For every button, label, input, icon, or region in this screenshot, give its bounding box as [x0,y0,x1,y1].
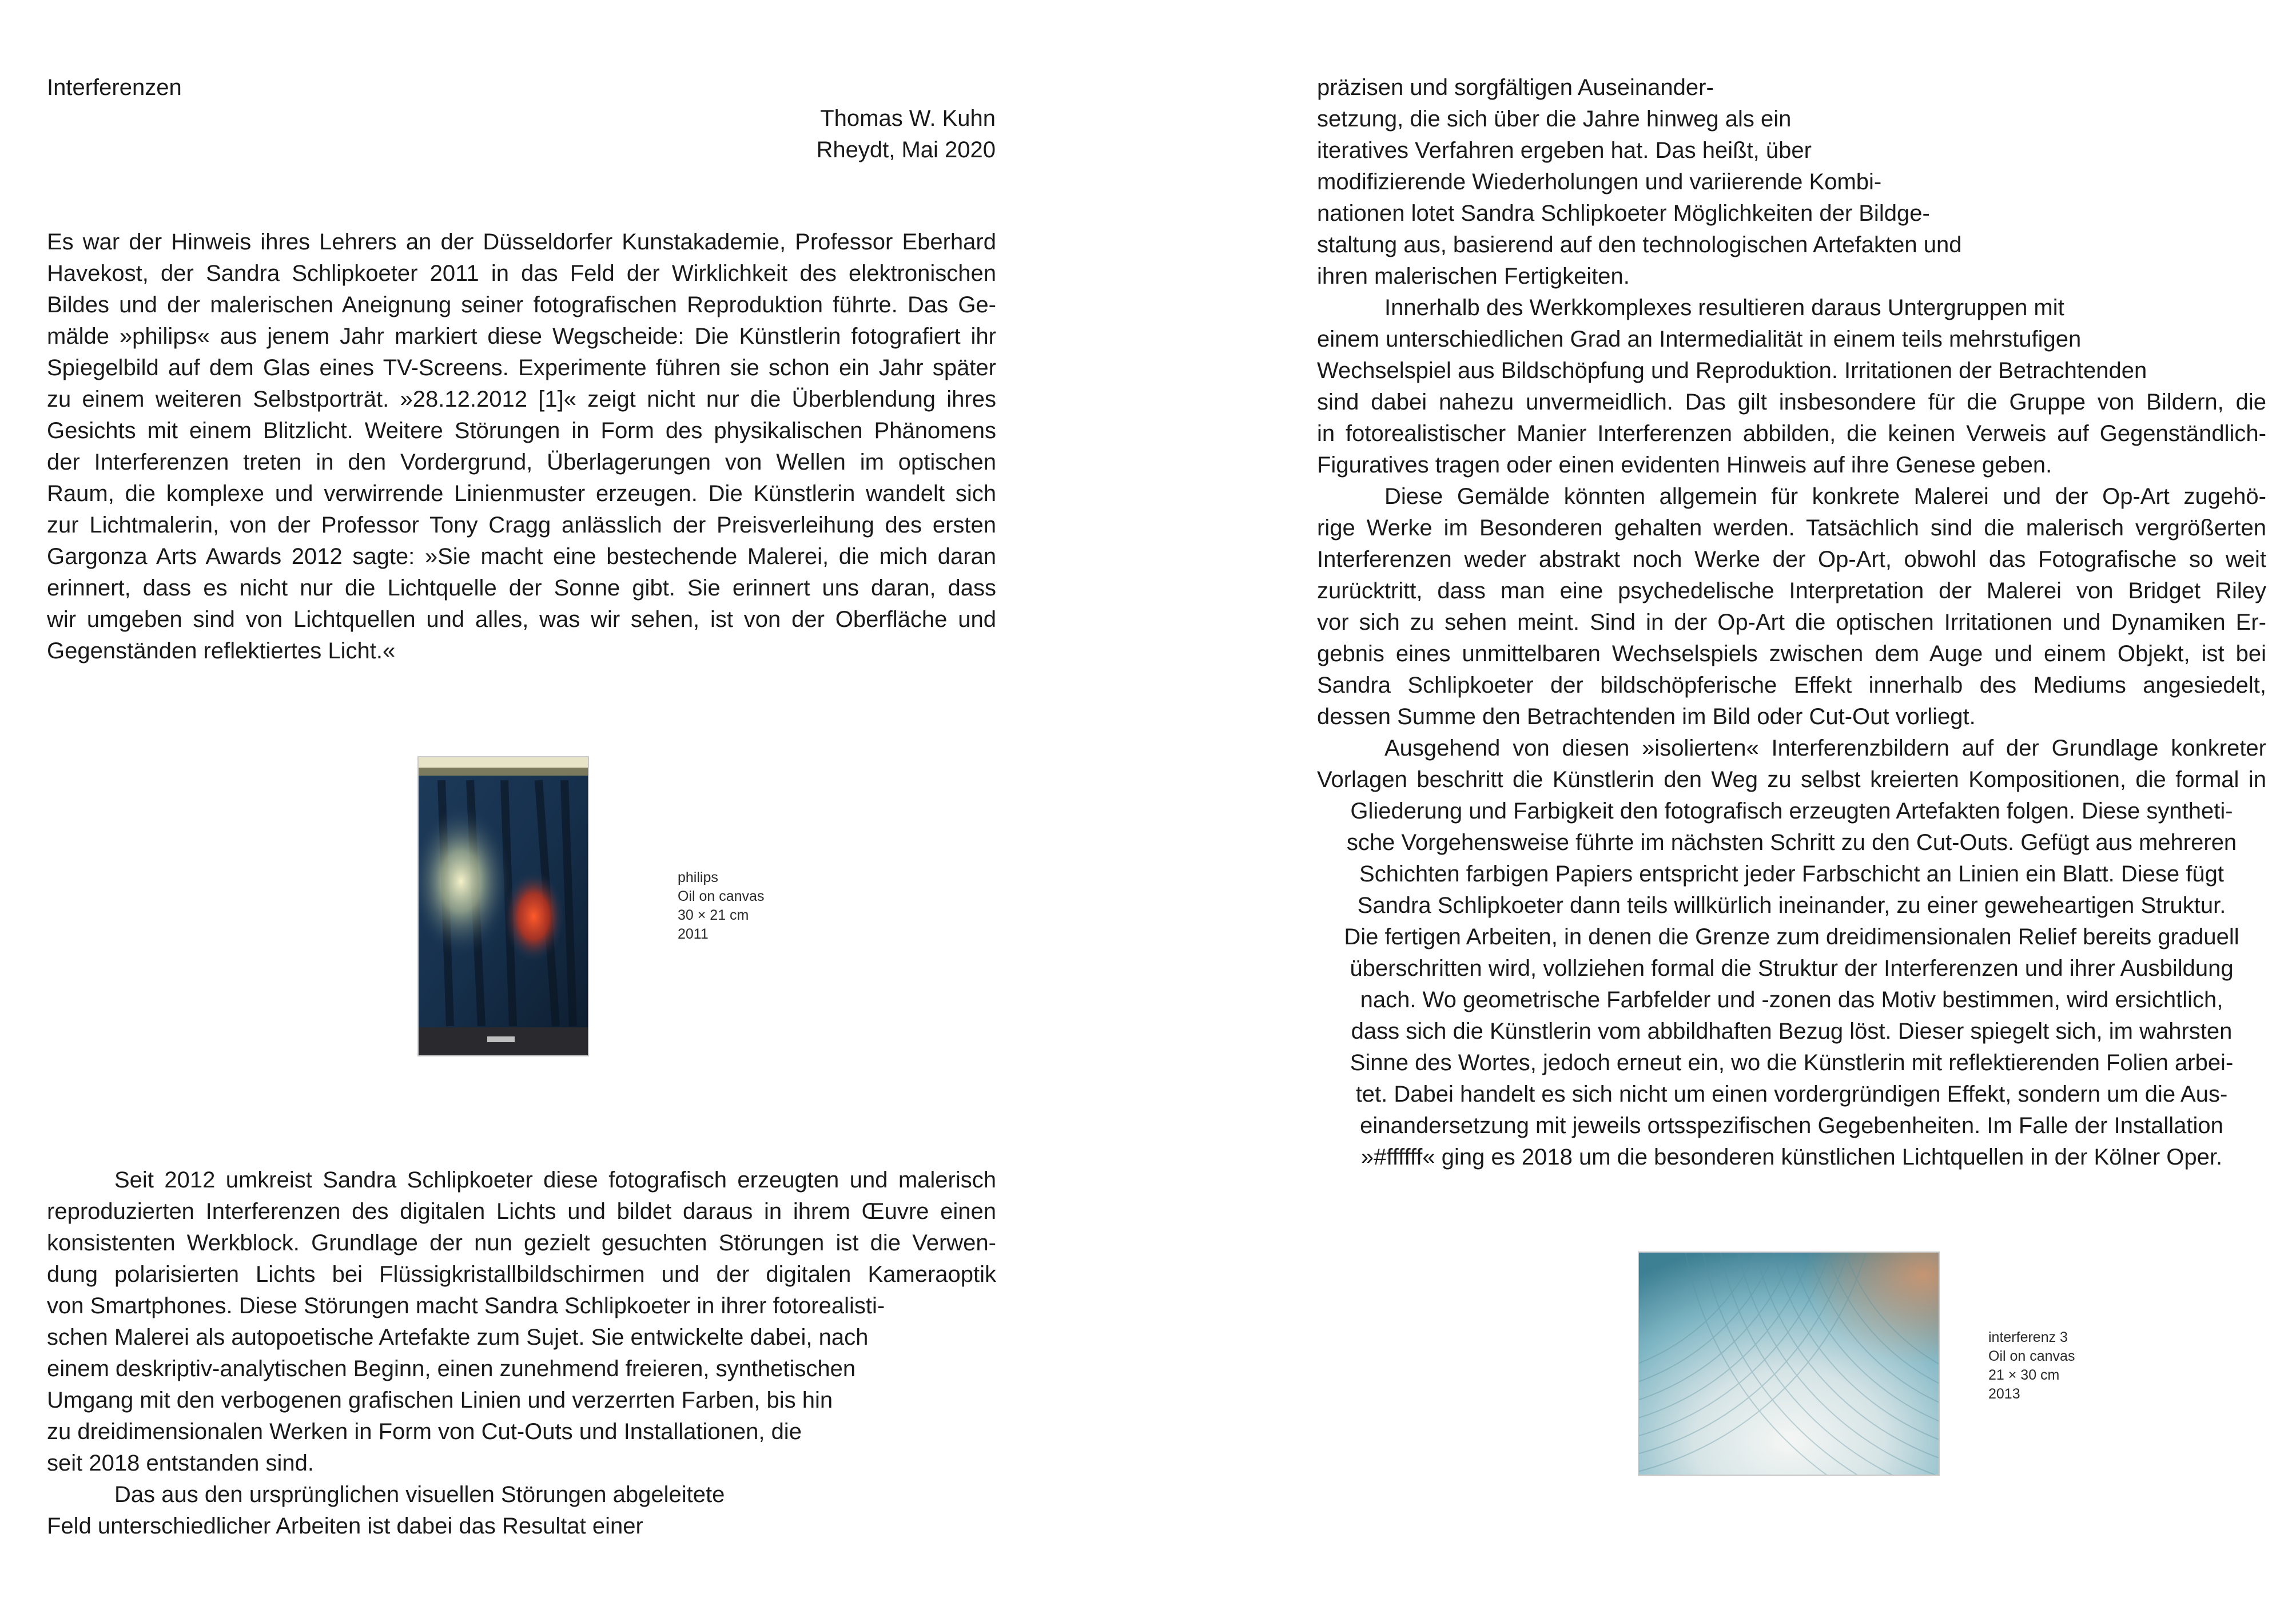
text-line: sind dabei nahezu unvermeidlich. Das gilt insbesondere für die Gruppe von Bildern, die [1317,390,2266,415]
text-line: Wechselspiel aus Bildschöpfung und Reproduktion. Irritationen der Betrachtenden [1317,358,2147,383]
text-line: schen Malerei als autopoetische Artefakte zum Sujet. Sie entwickelte dabei, nach [47,1325,869,1350]
text-line: einem deskriptiv-analytischen Beginn, einen zunehmend freieren, synthetischen [47,1356,856,1381]
text-line: ihren malerischen Fertigkeiten. [1317,264,1630,289]
byline [816,103,996,166]
text-line: erinnert, dass es nicht nur die Lichtquelle der Sonne gibt. Sie erinnert uns daran, dass [47,575,996,601]
author: Thomas W. Kuhn [820,106,996,131]
text-line: Schichten farbigen Papiers entspricht jeder Farbschicht an Linien ein Blatt. Diese fügt [1359,861,2224,887]
caption-year: 2013 [1988,1386,2020,1402]
text-line: Es war der Hinweis ihres Lehrers an der Düsseldorfer Kunstakademie, Professor Eberhard [47,229,996,255]
text-line: modifizierende Wiederholungen und variierende Kombi- [1317,169,1882,194]
caption-title: interferenz 3 [1988,1329,2068,1345]
text-line: Gargonza Arts Awards 2012 sagte: »Sie macht eine bestechende Malerei, die mich daran [47,544,996,569]
caption-size: 21 × 30 cm [1988,1367,2060,1383]
text-line: Gesichts mit einem Blitzlicht. Weitere Störungen in Form des physikalischen Phänomens [47,418,996,443]
text-line: Das aus den ursprünglichen visuellen Störungen abgeleitete [114,1482,725,1507]
text-line: tet. Dabei handelt es sich nicht um einen vordergründigen Effekt, sondern um die Aus- [1355,1082,2228,1107]
text-line: Umgang mit den verbogenen grafischen Linien und verzerrten Farben, bis hin [47,1388,833,1413]
caption-year: 2011 [678,926,709,942]
artwork-philips-image [417,756,589,1056]
text-line: Havekost, der Sandra Schlipkoeter 2011 in das Feld der Wirklichkeit des elektronischen [47,261,996,286]
text-line: Sandra Schlipkoeter der bildschöpferische Effekt innerhalb des Mediums angesiedelt, [1317,673,2266,698]
caption-medium: Oil on canvas [678,888,765,904]
text-line: setzung, die sich über die Jahre hinweg als ein [1317,106,1792,132]
text-line: dung polarisierten Lichts bei Flüssigkristallbildschirmen und der digitalen Kameraoptik [47,1262,996,1287]
text-line: Figuratives tragen oder einen evidenten Hinweis auf ihre Genese geben. [1317,452,2052,478]
text-line: seit 2018 entstanden sind. [47,1451,315,1476]
text-line: Sinne des Wortes, jedoch erneut ein, wo die Künstlerin mit reflektierenden Folien arbei- [1350,1050,2234,1075]
right-page [1148,0,2296,1621]
text-line: Die fertigen Arbeiten, in denen die Grenze zum dreidimensionalen Relief bereits graduell [1344,924,2239,949]
artwork-interferenz-3-image [1638,1251,1940,1476]
paragraph-since-2012 [47,1165,996,1542]
text-line: Innerhalb des Werkkomplexes resultieren daraus Untergruppen mit [1384,295,2064,320]
text-line: dessen Summe den Betrachtenden im Bild oder Cut-Out vorliegt. [1317,704,1976,729]
document-title: Interferenzen [47,75,182,100]
text-line: reproduzierten Interferenzen des digitalen Lichts und bildet daraus in ihrem Œuvre einen [47,1199,996,1224]
text-line: zu einem weiteren Selbstporträt. »28.12.2012 [1]« zeigt nicht nur die Überblendung ihres [47,387,996,412]
paragraph-continuation [1317,72,2266,1173]
caption-title: philips [678,869,718,885]
text-line: staltung aus, basierend auf den technologischen Artefakten und [1317,232,1962,257]
text-line: Feld unterschiedlicher Arbeiten ist dabei das Resultat einer [47,1513,643,1539]
text-line: Vorlagen beschritt die Künstlerin den Weg zu selbst kreierten Kompositionen, die formal in [1317,767,2266,792]
text-line: der Interferenzen treten in den Vordergrund, Überlagerungen von Wellen im optischen [47,450,996,475]
text-line: von Smartphones. Diese Störungen macht Sandra Schlipkoeter in ihrer fotorealisti- [47,1293,885,1318]
text-line: Gliederung und Farbigkeit den fotografisch erzeugten Artefakten folgen. Diese syntheti- [1350,798,2233,824]
place-date: Rheydt, Mai 2020 [816,137,996,162]
text-line: gebnis eines unmittelbaren Wechselspiels zwischen dem Auge und einem Objekt, ist bei [1317,641,2266,666]
text-line: Sandra Schlipkoeter dann teils willkürlich ineinander, zu einer geweheartigen Struktur. [1357,893,2226,918]
text-line: präzisen und sorgfältigen Auseinander- [1317,75,1714,100]
painting-philips [419,757,588,1055]
text-line: zurücktritt, dass man eine psychedelische Interpretation der Malerei von Bridget Riley [1317,578,2266,603]
figure-caption-interferenz-3 [1988,1328,2075,1404]
text-line: Ausgehend von diesen »isolierten« Interferenzbildern auf der Grundlage konkreter [1384,736,2266,761]
painting-interferenz-3 [1639,1253,1939,1475]
text-line: vor sich zu sehen meint. Sind in der Op-Art die optischen Irritationen und Dynamiken Er- [1317,610,2266,635]
text-line: nach. Wo geometrische Farbfelder und -zonen das Motiv bestimmen, wird ersichtlich, [1360,987,2223,1012]
text-line: konsistenten Werkblock. Grundlage der nun gezielt gesuchten Störungen ist die Verwen- [47,1230,996,1256]
text-line: Spiegelbild auf dem Glas eines TV-Screens. Experimente führen sie schon ein Jahr später [47,355,996,380]
caption-size: 30 × 21 cm [678,907,749,923]
figure-caption-philips [678,868,764,944]
text-line: Seit 2012 umkreist Sandra Schlipkoeter diese fotografisch erzeugten und malerisch [114,1167,996,1193]
text-line: sche Vorgehensweise führte im nächsten Schritt zu den Cut-Outs. Gefügt aus mehreren [1346,830,2237,855]
paragraph-intro [47,227,996,667]
text-line: nationen lotet Sandra Schlipkoeter Möglichkeiten der Bildge- [1317,201,1930,226]
text-line: mälde »philips« aus jenem Jahr markiert diese Wegscheide: Die Künstlerin fotografiert ihr [47,324,996,349]
text-line: zu dreidimensionalen Werken in Form von Cut-Outs und Installationen, die [47,1419,802,1444]
text-line: zur Lichtmalerin, von der Professor Tony Cragg anlässlich der Preisverleihung des ersten [47,512,996,538]
text-line: iteratives Verfahren ergeben hat. Das heißt, über [1317,138,1812,163]
text-line: Interferenzen weder abstrakt noch Werke der Op-Art, obwohl das Fotografische so weit [1317,547,2266,572]
text-line: einem unterschiedlichen Grad an Intermedialität in einem teils mehrstufigen [1317,327,2082,352]
text-line: »#ffffff« ging es 2018 um die besonderen künstlichen Lichtquellen in der Kölner Oper. [1360,1145,2223,1170]
text-line: wir umgeben sind von Lichtquellen und alles, was wir sehen, ist von der Oberfläche und [47,607,996,632]
text-line: Diese Gemälde könnten allgemein für konkrete Malerei und der Op-Art zugehö- [1384,484,2266,509]
text-line: überschritten wird, vollziehen formal die Struktur der Interferenzen und ihrer Ausbildung [1350,956,2234,981]
text-line: Bildes und der malerischen Aneignung seiner fotografischen Reproduktion führte. Das Ge- [47,292,996,317]
text-line: Raum, die komplexe und verwirrende Linienmuster erzeugen. Die Künstlerin wandelt sich [47,481,996,506]
text-line: dass sich die Künstlerin vom abbildhaften Bezug löst. Dieser spiegelt sich, im wahrsten [1351,1019,2233,1044]
text-line: Gegenständen reflektiertes Licht.« [47,638,396,664]
text-line: rige Werke im Besonderen gehalten werden. Tatsächlich sind die malerisch vergrößerten [1317,515,2266,541]
caption-medium: Oil on canvas [1988,1348,2075,1364]
text-line: in fotorealistischer Manier Interferenzen abbilden, die keinen Verweis auf Gegenständlich- [1317,421,2266,446]
text-line: einandersetzung mit jeweils ortsspezifischen Gegebenheiten. Im Falle der Installation [1360,1113,2223,1138]
